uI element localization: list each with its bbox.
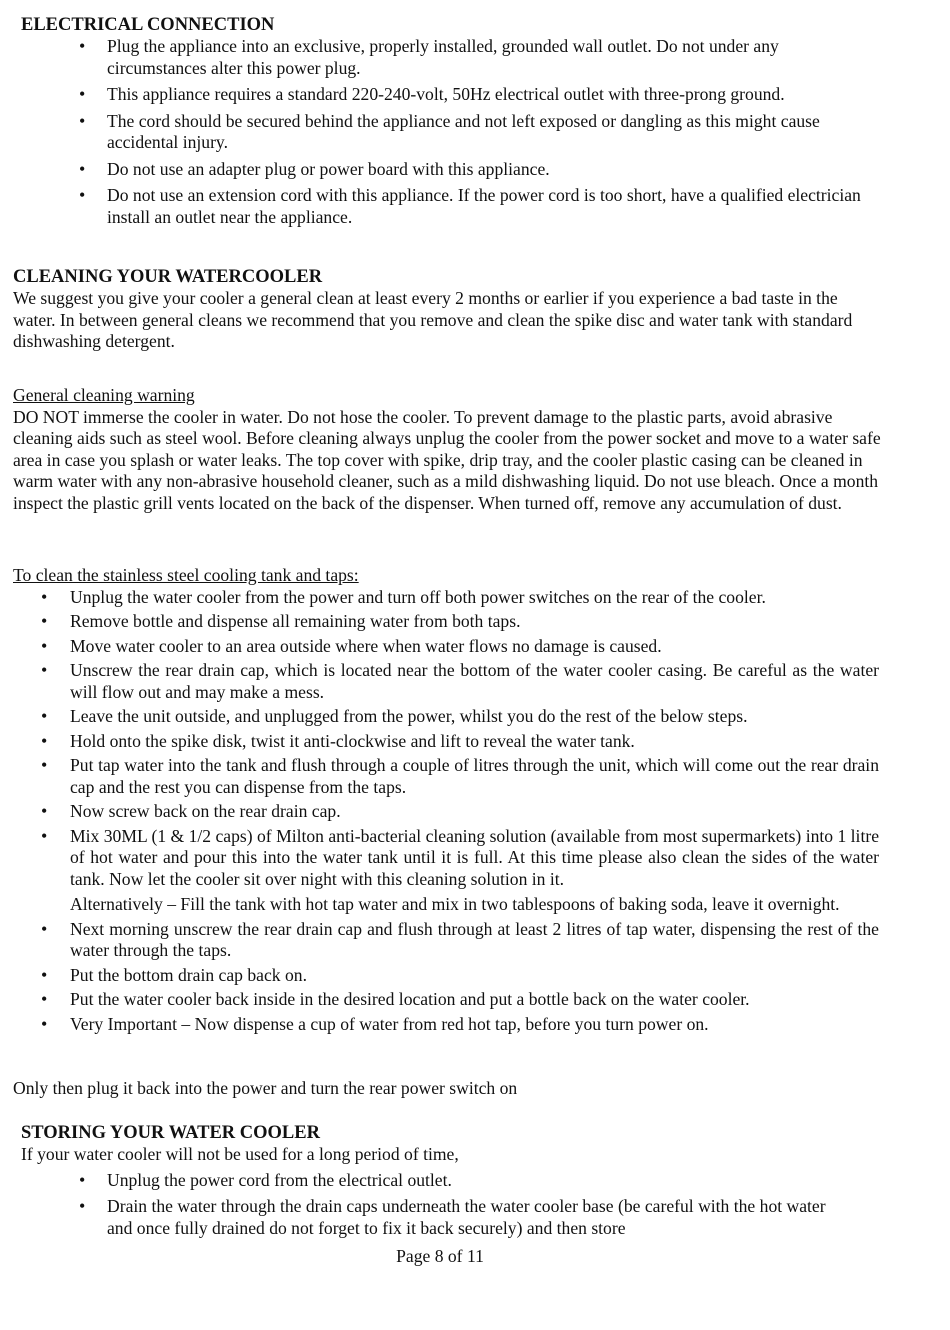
list-item: • Put the bottom drain cap back on. [70, 965, 879, 987]
milton-step-text: Mix 30ML (1 & 1/2 caps) of Milton anti-bacterial cleaning solution (available from most supermarkets) into 1 litre of hot water and pour this into the water tank until it is full. At this time please also clean the sides of the water tank. Now let the cooler sit over night with this cleaning solution in it. [70, 825, 879, 889]
list-item: • Unscrew the rear drain cap, which is located near the bottom of the water cooler casing. Be careful as the water will flow out and may make a mess. [70, 660, 879, 703]
list-item: • Do not use an extension cord with this appliance. If the power cord is too short, have a qualified electrician install an outlet near the appliance. [107, 185, 867, 228]
list-item: • The cord should be secured behind the appliance and not left exposed or dangling as this might cause accidental injury. [107, 111, 867, 154]
warning-heading: General cleaning warning [13, 385, 195, 405]
electrical-connection-heading: ELECTRICAL CONNECTION [21, 15, 275, 35]
list-item: • Very Important – Now dispense a cup of water from red hot tap, before you turn power on. [70, 1014, 879, 1036]
tank-heading: To clean the stainless steel cooling tank and taps: [13, 565, 359, 585]
cleaning-heading: CLEANING YOUR WATERCOOLER [13, 267, 323, 287]
general-cleaning-warning [13, 385, 883, 514]
alternative-note: Alternatively – Fill the tank with hot tap water and mix in two tablespoons of baking soda, leave it overnight. [70, 894, 840, 914]
list-item: • Drain the water through the drain caps underneath the water cooler base (be careful with the hot water and once fully drained do not forget to fix it back securely) and then store [107, 1196, 827, 1239]
tank-cleaning-section [13, 565, 879, 1038]
list-item: • Leave the unit outside, and unplugged from the power, whilst you do the rest of the below steps. [70, 706, 879, 728]
list-item: • Next morning unscrew the rear drain cap and flush through at least 2 litres of tap water, dispensing the rest of the water through the taps. [70, 919, 879, 962]
cleaning-section [13, 266, 883, 353]
list-item: • Plug the appliance into an exclusive, properly installed, grounded wall outlet. Do not under any circumstances alter this power plug. [107, 36, 867, 79]
electrical-list [107, 36, 867, 228]
only-then-note: Only then plug it back into the power and turn the rear power switch on [13, 1078, 518, 1098]
electrical-connection-section [21, 14, 921, 233]
list-item: • Remove bottle and dispense all remaining water from both taps. [70, 611, 879, 633]
list-item: • Hold onto the spike disk, twist it anti-clockwise and lift to reveal the water tank. [70, 731, 879, 753]
list-item: • Put tap water into the tank and flush through a couple of litres through the unit, which will come out the rear drain cap and the rest you can dispense from the taps. [70, 755, 879, 798]
list-item: • Put the water cooler back inside in the desired location and put a bottle back on the water cooler. [70, 989, 879, 1011]
list-item: • This appliance requires a standard 220-240-volt, 50Hz electrical outlet with three-prong ground. [107, 84, 867, 106]
list-item-milton [70, 826, 879, 916]
tank-steps-list [70, 587, 879, 1036]
list-item: • Unplug the power cord from the electrical outlet. [107, 1170, 827, 1192]
storing-intro: If your water cooler will not be used for a long period of time, [21, 1144, 459, 1164]
list-item: • Unplug the water cooler from the power and turn off both power switches on the rear of the cooler. [70, 587, 879, 609]
storing-heading: STORING YOUR WATER COOLER [21, 1123, 320, 1143]
storing-section [21, 1122, 891, 1244]
cleaning-intro: We suggest you give your cooler a general clean at least every 2 months or earlier if you experience a bad taste in the water. In between general cleans we recommend that you remove and clean the spike disc and water tank with standard dishwashing detergent. [13, 288, 853, 351]
page-number: Page 8 of 11 [396, 1246, 484, 1266]
list-item: • Now screw back on the rear drain cap. [70, 801, 879, 823]
list-item: • Do not use an adapter plug or power board with this appliance. [107, 159, 867, 181]
warning-text: DO NOT immerse the cooler in water. Do not hose the cooler. To prevent damage to the plastic parts, avoid abrasive cleaning aids such as steel wool. Before cleaning always unplug the cooler from the power socket and move to a water safe area in case you splash or water leaks. The top cover with spike, drip tray, and the cooler plastic casing can be cleaned in warm water with any non-abrasive household cleaner, such as a mild dishwashing liquid. Do not use bleach. Once a month inspect the plastic grill vents located on the back of the dispenser. When turned off, remove any accumulation of dust. [13, 406, 881, 513]
storing-list [107, 1170, 827, 1240]
list-item: • Move water cooler to an area outside where when water flows no damage is caused. [70, 636, 879, 658]
